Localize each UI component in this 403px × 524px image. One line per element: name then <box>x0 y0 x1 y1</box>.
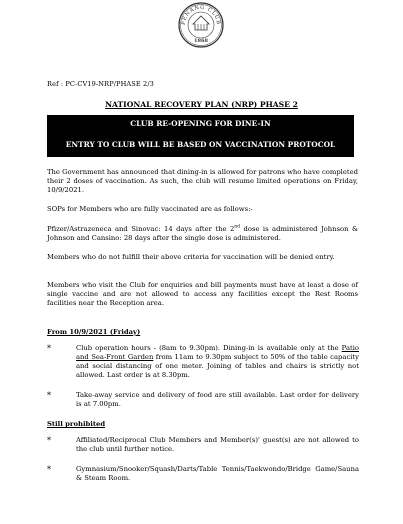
vaccine-criteria-part-1: Pfizer/Astrazeneca and Sinovac: 14 days after the 2 <box>47 225 235 233</box>
facilities-closed-item: Gymnasium/Snooker/Squash/Darts/Table Tennis/Taekwondo/Bridge Game/Sauna & Steam Room. <box>76 465 359 483</box>
reference-number: Ref : PC-CV19-NRP/PHASE 2/3 <box>47 80 154 88</box>
vaccine-criteria-superscript: nd <box>234 224 241 230</box>
bullet-marker: * <box>47 465 51 474</box>
document-title: NATIONAL RECOVERY PLAN (NRP) PHASE 2 <box>105 100 298 109</box>
dining-area-text: Patio and Sea-Front Garden <box>76 344 359 362</box>
bullet-marker: * <box>47 436 51 445</box>
prohibited-heading: Still prohibited <box>47 420 106 428</box>
operation-hours-part-2: from 11am to 9.30pm subject to 50% of the table capacity and social distancing of one meter. Joining of tables and chairs is strictly not allowed. Last order is at 8.30pm. <box>76 353 359 380</box>
vaccine-criteria-part-2: dose is administered Johnson & Johnson and Cansino: 28 days after the single dose is administered. <box>47 225 358 243</box>
banner-line-2: ENTRY TO CLUB WILL BE BASED ON VACCINATION PROTOCOL <box>65 140 336 149</box>
takeaway-item: Take-away service and delivery of food are still available. Last order for delivery is at 7.00pm. <box>76 391 359 409</box>
operation-hours-part-1: Club operation hours - (8am to 9.30pm). Dining-in is available only at the <box>76 344 342 352</box>
club-logo <box>178 2 224 48</box>
bullet-marker: * <box>47 344 51 353</box>
vaccine-criteria-paragraph <box>47 225 358 243</box>
announcement-banner <box>47 115 354 157</box>
banner-line-1: CLUB RE-OPENING FOR DINE-IN <box>130 119 271 128</box>
entry-denied-paragraph: Members who do not fulfill their above criteria for vaccination will be denied entry. <box>47 253 335 261</box>
operation-hours-item <box>76 344 359 380</box>
visit-enquiry-paragraph: Members who visit the Club for enquiries and bill payments must have at least a dose of single vaccine and are not allowed to access any facilities except the Rest Rooms facilities near the Reception area. <box>47 281 358 308</box>
from-date-heading: From 10/9/2021 (Friday) <box>47 328 141 336</box>
logo-name: PENANG CLUB <box>180 4 222 26</box>
bullet-marker: * <box>47 391 51 400</box>
logo-year: 1868 <box>194 38 208 44</box>
sops-intro-paragraph: SOPs for Members who are fully vaccinated are as follows:- <box>47 205 253 213</box>
affiliated-members-item: Affiliated/Reciprocal Club Members and Member(s)' guest(s) are not allowed to the club until further notice. <box>76 436 359 454</box>
announcement-paragraph: The Government has announced that dining-in is allowed for patrons who have completed their 2 doses of vaccination. As such, the club will resume limited operations on Friday, 10/9/2021. <box>47 168 358 195</box>
